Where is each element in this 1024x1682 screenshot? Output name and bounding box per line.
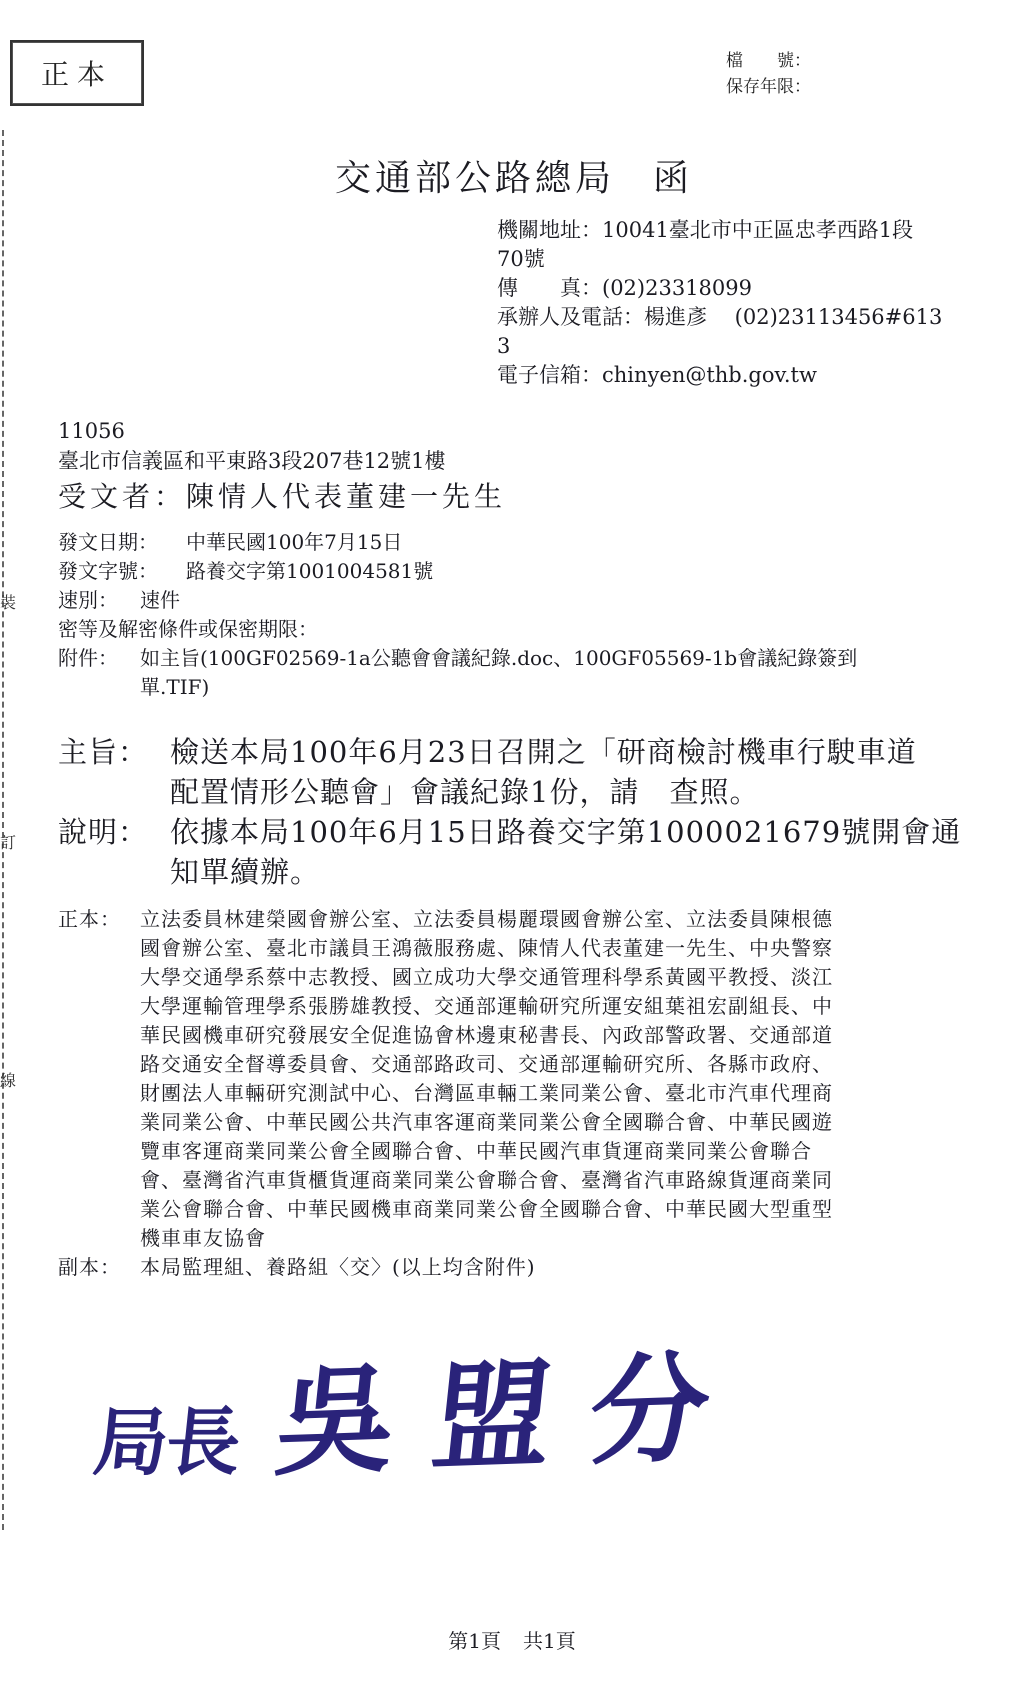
agency-name: 交通部公路總局	[335, 158, 616, 199]
distribution-line: 國會辦公室、臺北市議員王鴻薇服務處、陳情人代表董建一先生、中央警察	[140, 936, 833, 960]
date-value: 中華民國100年7月15日	[186, 530, 403, 554]
explanation-row	[58, 812, 978, 892]
address-row	[497, 216, 997, 245]
distribution-line: 覽車客運商業同業公會全國聯合會、中華民國汽車貨運商業同業公會聯合	[140, 1139, 812, 1163]
distribution-line: 華民國機車研究發展安全促進協會林邊東秘書長、內政部警政署、交通部道	[140, 1023, 833, 1047]
attachment-line: 如主旨(100GF02569-1a公聽會會議紀錄.doc、100GF05569-1b會議紀錄簽到	[140, 646, 858, 670]
address-label: 機關地址：	[497, 218, 602, 242]
subject-line: 配置情形公聽會」會議紀錄1份，請 查照。	[170, 775, 760, 809]
attachment-label: 附件：	[58, 646, 118, 670]
page-total: 共1頁	[523, 1629, 576, 1653]
copy-recipients-label: 副本：	[58, 1255, 121, 1279]
signature-title: 局長	[89, 1400, 243, 1486]
main-content	[58, 732, 978, 892]
page-number: 第1頁	[448, 1629, 501, 1653]
reference-value: 路養交字第1001004581號	[186, 559, 434, 583]
explanation-line: 知單續辦。	[170, 855, 321, 889]
distribution-list	[58, 905, 978, 1282]
file-number-label: 檔 號：	[726, 51, 811, 71]
speed-row	[58, 586, 978, 615]
address-value-cont: 70號	[497, 247, 545, 271]
margin-mark-bind: 裝	[0, 593, 17, 612]
recipient-address	[58, 416, 446, 476]
recipient-name: 陳情人代表董建一先生	[186, 480, 507, 513]
agency-info	[497, 216, 997, 390]
recipient-label: 受文者：	[58, 480, 187, 513]
retention-row	[726, 74, 811, 100]
fax-row	[497, 274, 997, 303]
file-meta	[726, 48, 811, 100]
subject-line: 檢送本局100年6月23日召開之「研商檢討機車行駛車道	[170, 735, 917, 769]
subject-label: 主旨：	[58, 735, 149, 769]
copy-recipients-row	[58, 1253, 978, 1282]
postal-code: 11056	[58, 419, 125, 443]
distribution-line: 會、臺灣省汽車貨櫃貨運商業同業公會聯合會、臺灣省汽車路線貨運商業同	[140, 1168, 833, 1192]
distribution-line: 財團法人車輛研究測試中心、台灣區車輛工業同業公會、臺北市汽車代理商	[140, 1081, 833, 1105]
contact-row-cont	[497, 332, 997, 361]
attachment-value	[140, 644, 978, 702]
explanation-line: 依據本局100年6月15日路養交字第1000021679號開會通	[170, 815, 962, 849]
document-type: 函	[653, 158, 694, 199]
email-value[interactable]: chinyen@thb.gov.tw	[602, 363, 817, 387]
distribution-line: 立法委員林建榮國會辦公室、立法委員楊麗環國會辦公室、立法委員陳根德	[140, 907, 833, 931]
distribution-line: 機車車友協會	[140, 1226, 266, 1250]
contact-label: 承辦人及電話：	[497, 305, 644, 329]
reference-row	[58, 557, 978, 586]
email-label: 電子信箱：	[497, 363, 602, 387]
original-copy-stamp: 正本	[10, 40, 144, 106]
signature-name: 吳盟分	[269, 1336, 755, 1493]
original-recipients-text	[140, 905, 978, 1253]
distribution-line: 路交通安全督導委員會、交通部路政司、交通部運輸研究所、各縣市政府、	[140, 1052, 833, 1076]
document-title	[335, 150, 693, 201]
speed-value: 速件	[140, 588, 180, 612]
subject-row	[58, 732, 978, 812]
secrecy-label: 密等及解密條件或保密期限：	[58, 617, 318, 641]
distribution-line: 業同業公會、中華民國公共汽車客運商業同業公會全國聯合會、中華民國遊	[140, 1110, 833, 1134]
recipient-street-address: 臺北市信義區和平東路3段207巷12號1樓	[58, 449, 446, 473]
file-number-row	[726, 48, 811, 74]
original-recipients-label: 正本：	[58, 907, 121, 931]
recipient-line	[58, 475, 506, 515]
secrecy-row	[58, 615, 978, 644]
explanation-label: 說明：	[58, 815, 149, 849]
secrecy-value	[318, 615, 978, 644]
contact-value: 楊進彥 (02)23113456#613	[644, 305, 943, 329]
director-signature-stamp	[89, 1320, 755, 1493]
margin-mark-line: 線	[0, 1071, 17, 1090]
subject-text	[170, 732, 978, 812]
address-value: 10041臺北市中正區忠孝西路1段	[602, 218, 914, 242]
margin-mark-staple: 訂	[0, 833, 17, 852]
contact-value-cont: 3	[497, 334, 511, 358]
fax-value: (02)23318099	[602, 276, 752, 300]
address-row-cont	[497, 245, 997, 274]
page-footer	[0, 1625, 1024, 1654]
retention-label: 保存年限：	[726, 77, 811, 97]
attachment-row	[58, 644, 978, 702]
date-label: 發文日期：	[58, 530, 158, 554]
distribution-line: 業公會聯合會、中華民國機車商業同業公會全國聯合會、中華民國大型重型	[140, 1197, 833, 1221]
attachment-line: 單.TIF)	[140, 675, 210, 699]
issuance-meta	[58, 528, 978, 702]
speed-label: 速別：	[58, 588, 118, 612]
fax-label: 傳 真：	[497, 276, 602, 300]
distribution-line: 大學交通學系蔡中志教授、國立成功大學交通管理科學系黃國平教授、淡江	[140, 965, 833, 989]
original-recipients-row	[58, 905, 978, 1253]
explanation-text	[170, 812, 978, 892]
email-row	[497, 361, 997, 390]
reference-label: 發文字號：	[58, 559, 158, 583]
distribution-line: 大學運輸管理學系張勝雄教授、交通部運輸研究所運安組葉祖宏副組長、中	[140, 994, 833, 1018]
contact-row	[497, 303, 997, 332]
copy-recipients-text: 本局監理組、養路組〈交〉(以上均含附件)	[140, 1255, 536, 1279]
date-row	[58, 528, 978, 557]
